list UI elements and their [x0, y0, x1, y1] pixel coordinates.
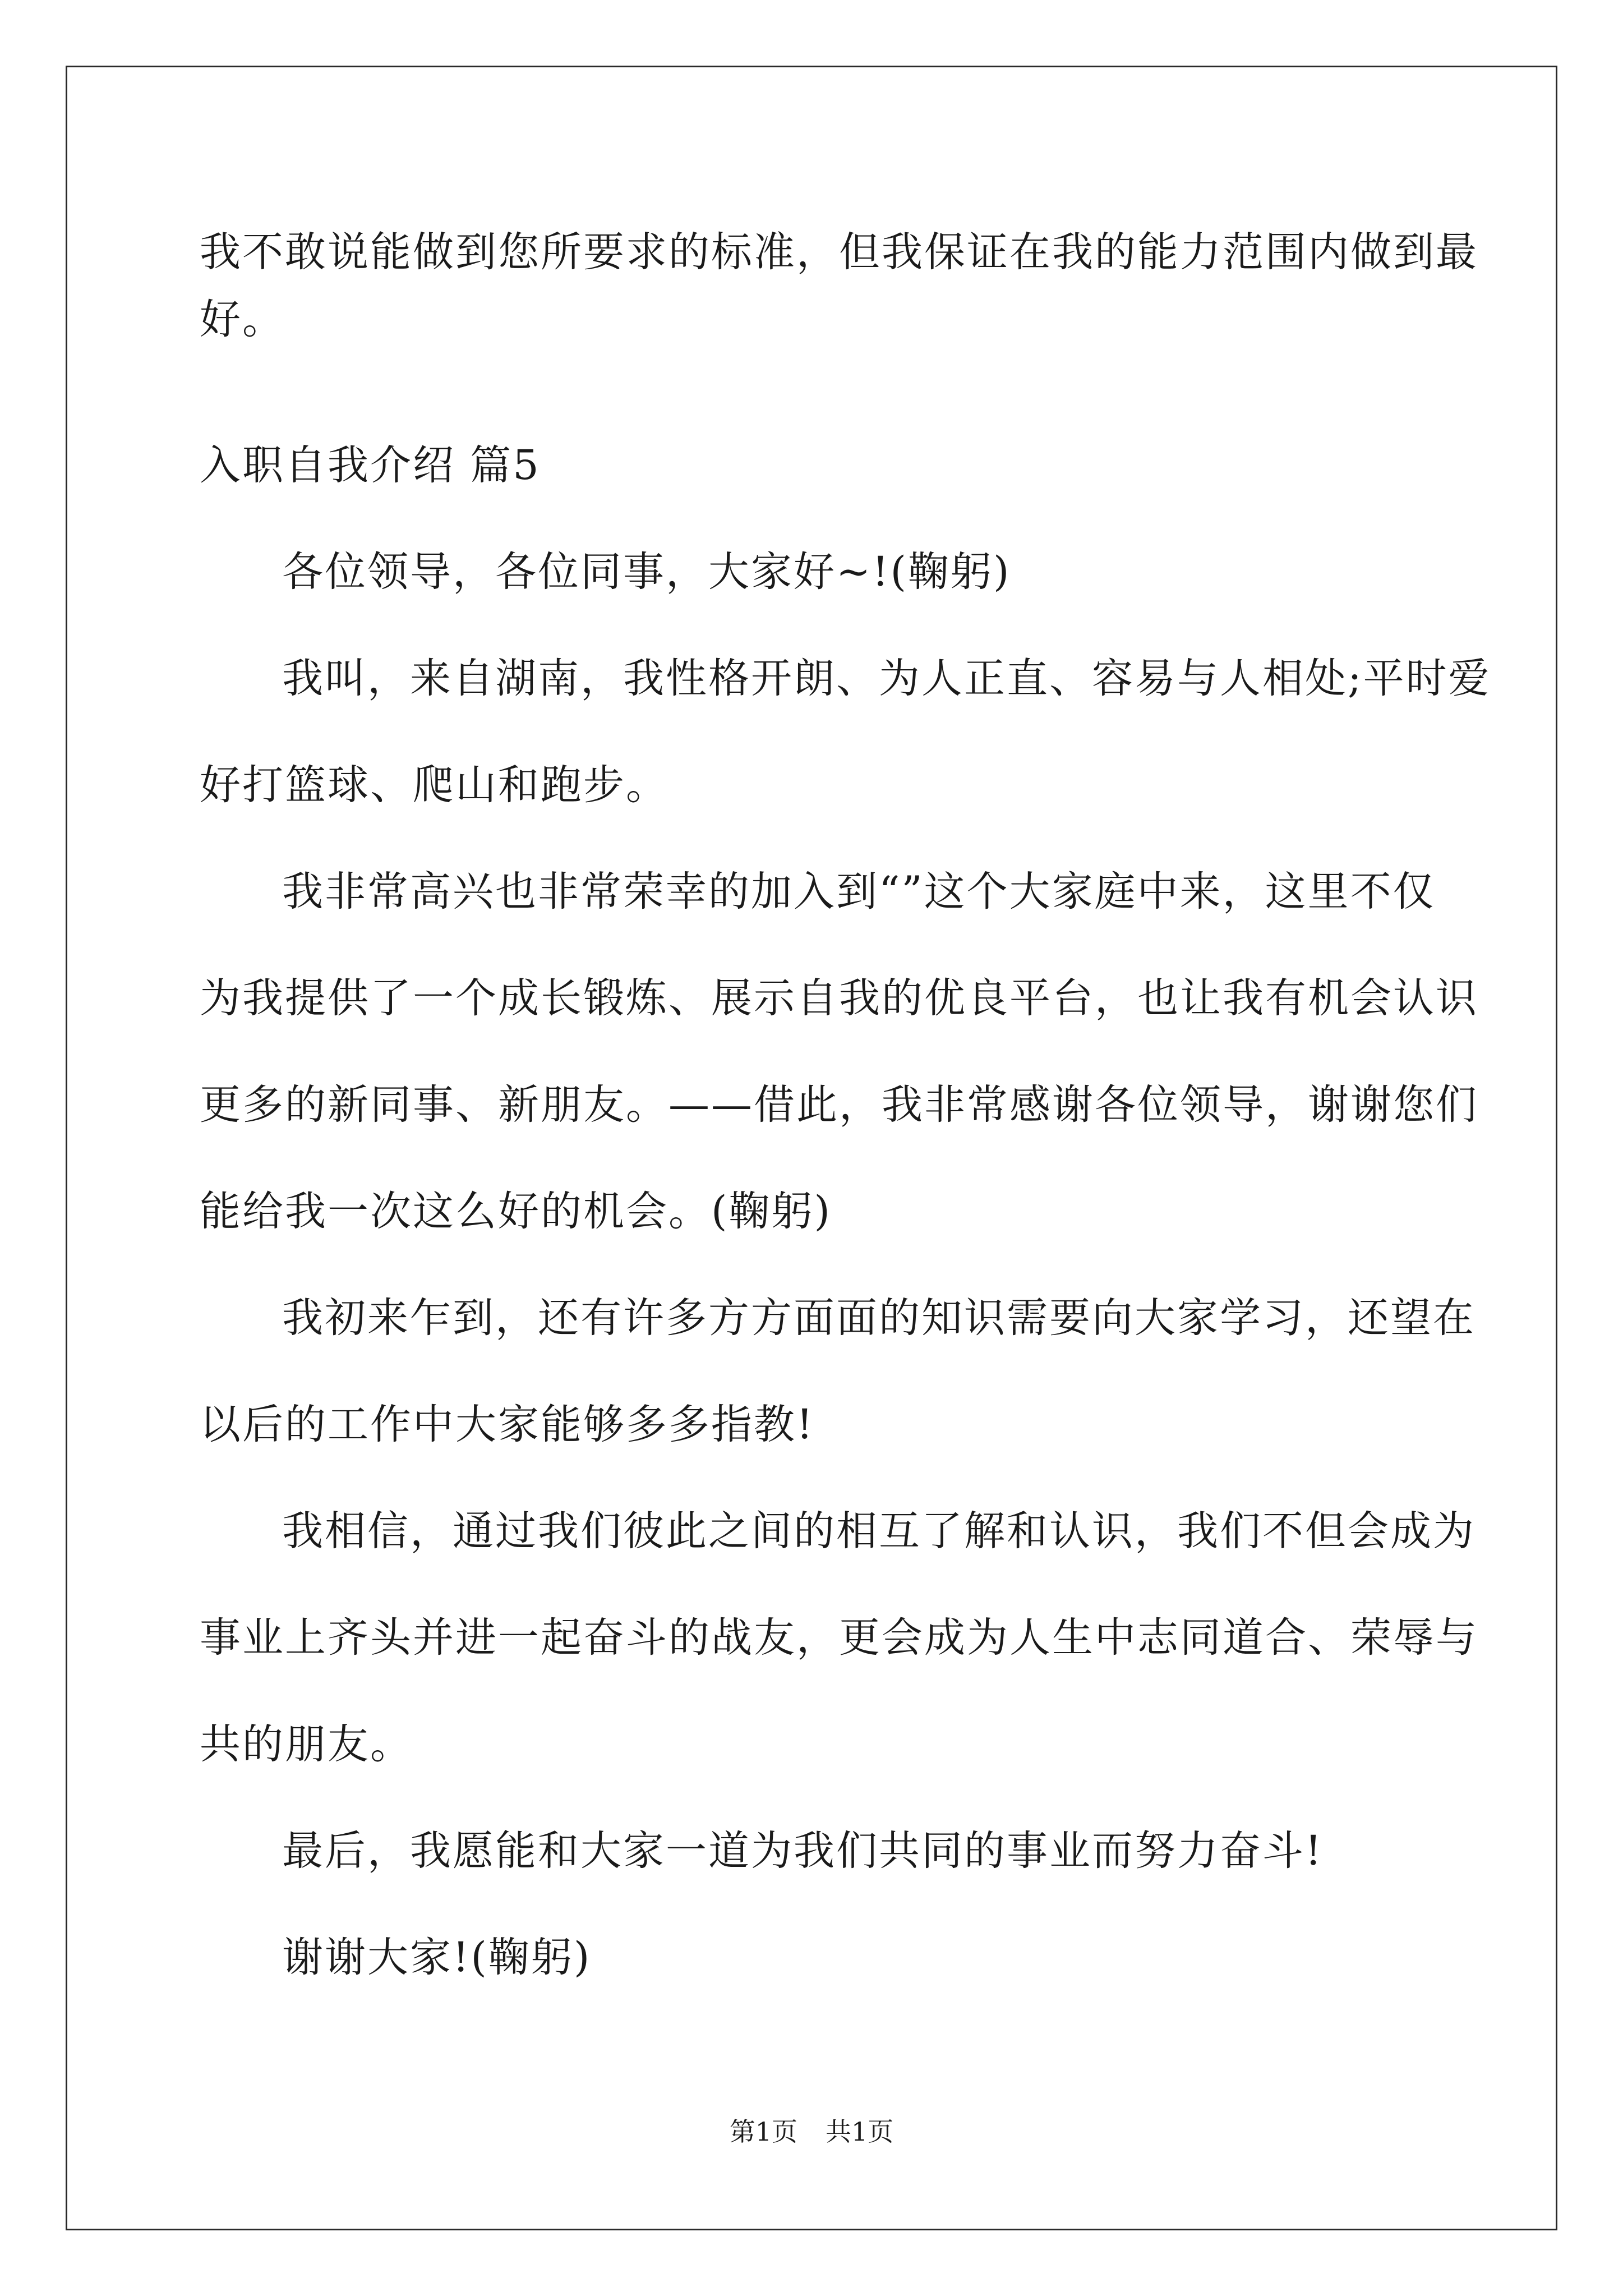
paragraph-line: 谢谢大家!(鞠躬) [282, 1934, 592, 1981]
paragraph-line: 我非常高兴也非常荣幸的加入到“”这个大家庭中来，这里不仅 [282, 868, 1436, 915]
paragraph-line: 好打篮球、爬山和跑步。 [200, 761, 668, 809]
paragraph-line: 我初来乍到，还有许多方方面面的知识需要向大家学习，还望在 [282, 1294, 1476, 1342]
paragraph-line: 更多的新同事、新朋友。——借此，我非常感谢各位领导，谢谢您们 [200, 1081, 1478, 1129]
page-total: 共1页 [826, 2116, 894, 2147]
paragraph-line: 我相信，通过我们彼此之间的相互了解和认识，我们不但会成为 [282, 1507, 1476, 1555]
paragraph-line: 各位领导，各位同事，大家好~!(鞠躬) [282, 548, 1011, 596]
paragraph-line: 好。 [200, 296, 285, 343]
section-heading: 入职自我介绍 篇5 [200, 441, 541, 489]
paragraph-line: 最后，我愿能和大家一道为我们共同的事业而努力奋斗! [282, 1827, 1324, 1875]
paragraph-line: 我叫，来自湖南，我性格开朗、为人正直、容易与人相处;平时爱 [282, 655, 1491, 702]
page-border [66, 66, 1557, 2230]
paragraph-line: 事业上齐头并进一起奋斗的战友，更会成为人生中志同道合、荣辱与 [200, 1614, 1478, 1662]
page-footer [0, 2116, 1623, 2147]
paragraph-line: 能给我一次这么好的机会。(鞠躬) [200, 1188, 832, 1235]
paragraph-line: 我不敢说能做到您所要求的标准，但我保证在我的能力范围内做到最 [200, 228, 1478, 276]
page-number: 第1页 [729, 2116, 797, 2147]
paragraph-line: 以后的工作中大家能够多多指教! [200, 1401, 815, 1448]
paragraph-line: 共的朋友。 [200, 1720, 413, 1768]
paragraph-line: 为我提供了一个成长锻炼、展示自我的优良平台，也让我有机会认识 [200, 974, 1478, 1022]
